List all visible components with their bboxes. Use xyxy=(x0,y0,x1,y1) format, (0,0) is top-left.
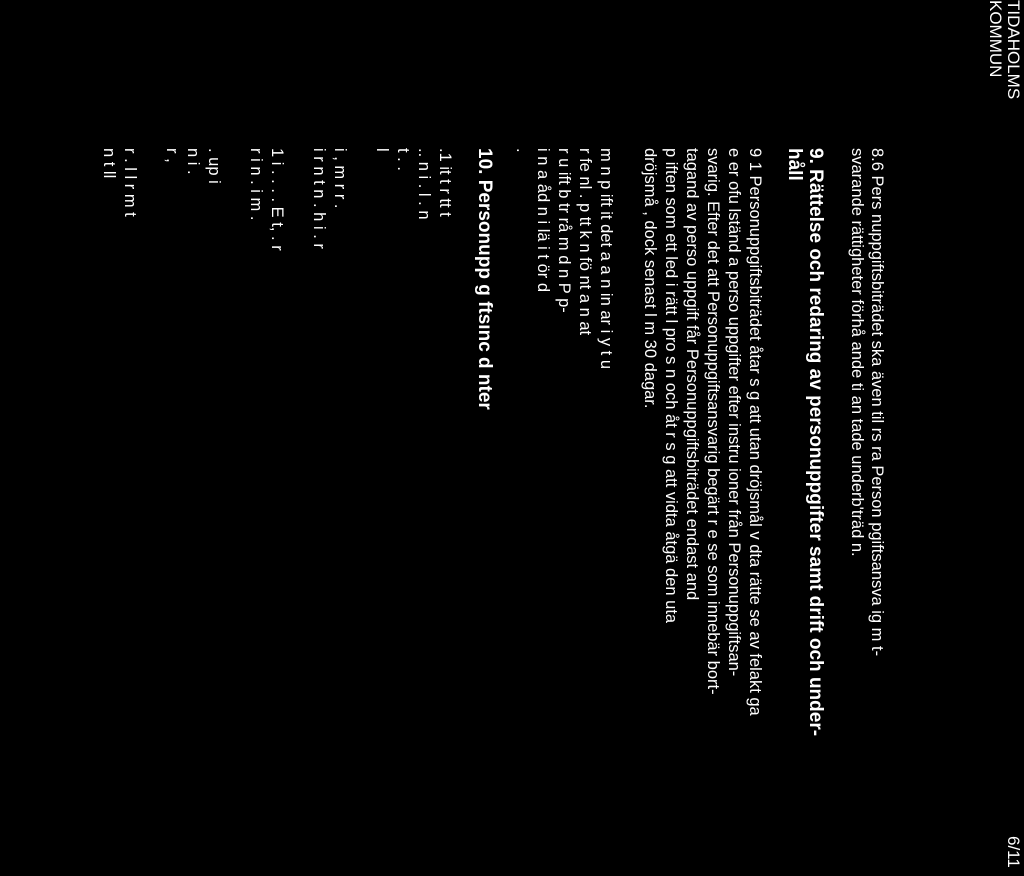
faded-text-line: r . l l r m t xyxy=(121,148,139,217)
section-9-heading: 9. Rättelse och redaring av personuppgifter samt drift och under- xyxy=(805,148,826,737)
faded-text-line: . up i xyxy=(205,148,223,184)
text-line: svarig. Efter det att Personuppgiftsansvarig begärt r e se som innebär bort- xyxy=(704,148,722,695)
text-line: tagand av perso uppgift får Personuppgiftsbiträdet endast and xyxy=(683,148,701,601)
faded-text-line: i n a åd n i lä i t ör d xyxy=(534,148,552,292)
faded-text-line: r i n . i m . xyxy=(247,148,265,221)
faded-text-line: 1 i . . . . E t, . r xyxy=(268,148,286,251)
text-line: 9 1 Personuppgiftsbiträdet åtar s g att utan dröjsmål v dta rätte se av felakt ga xyxy=(746,148,764,716)
faded-text-line: i r n t n . h i . r xyxy=(310,148,328,249)
faded-text-line: n t ll xyxy=(100,148,118,179)
faded-text-line: m n p ift it det a a n in ar i y t u xyxy=(597,148,615,370)
text-line: e er ofu lständ a perso uppgifter efter instru ioner från Personuppgiftsan- xyxy=(725,148,743,677)
faded-text-line: .1 it t r tt t xyxy=(436,148,454,217)
section-10 xyxy=(0,148,1024,868)
faded-text-line: r , xyxy=(163,148,181,163)
faded-text-line: i , m r r . xyxy=(331,148,349,209)
org-name-line-2: KOMMUN xyxy=(986,0,1005,78)
text-line: dröjsmå , dock senast l m 30 dagar. xyxy=(641,148,659,409)
faded-text-line: r u ift b tr rå m d n P p- xyxy=(555,148,573,313)
faded-text-line: n i . xyxy=(184,148,202,175)
faded-text-line: . xyxy=(513,148,531,153)
section-9-heading-cont: håll xyxy=(784,148,805,181)
section-10-heading: 10. Personupp g ftsınc d nter xyxy=(474,148,495,410)
org-name-line-1: TIDAHOLMS xyxy=(1004,0,1023,100)
text-line: svarande rättigheter förhå ande ti an tade underb'träd n. xyxy=(848,148,866,557)
faded-text-line: t . . xyxy=(394,148,412,171)
text-line: 8.6 Pers nuppgiftsbiträdet ska även til rs ra Person pgiftsansva ig m t- xyxy=(868,148,886,657)
faded-text-line: l xyxy=(373,148,391,152)
faded-text-line: r fe nl . p tt k n fö nt a n at xyxy=(576,148,594,336)
faded-text-line: .. n i . l . n xyxy=(415,148,433,220)
text-line: p iften som ett led i rätt l pro s n och åt r s g att vidta åtgä den uta xyxy=(662,148,680,624)
page-number: 6/11 xyxy=(1004,836,1023,868)
